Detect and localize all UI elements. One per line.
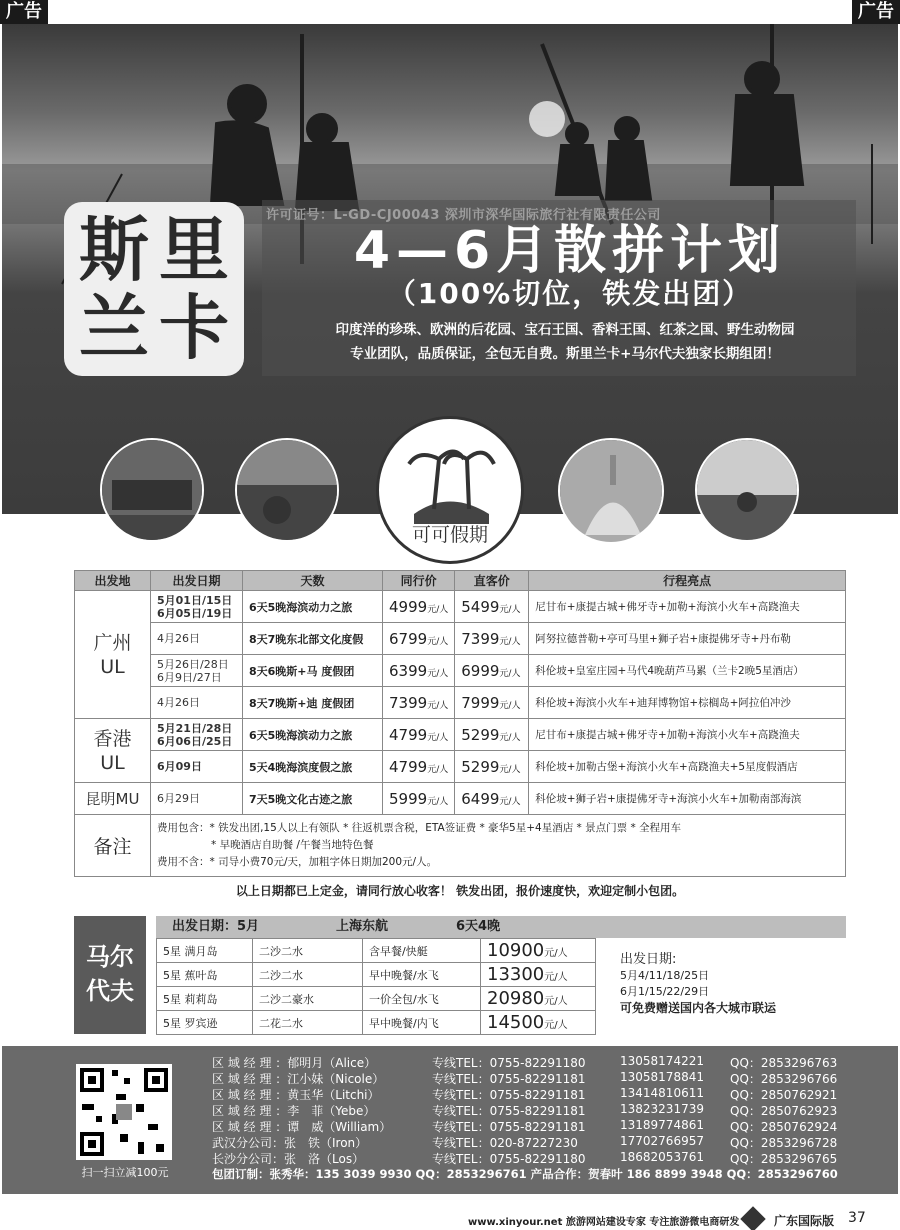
date-cell: 4月26日	[151, 623, 243, 655]
maldives-side-title: 出发日期:	[620, 952, 677, 967]
notes-meals: * 早晚酒店自助餐 /午餐当地特色餐	[211, 839, 374, 851]
date-cell: 5月26日/28日 6月9日/27日	[151, 655, 243, 687]
header-direct-price: 直客价	[455, 571, 529, 591]
notes-row	[75, 815, 846, 877]
date-cell: 6月29日	[151, 783, 243, 815]
destination-title	[64, 202, 244, 376]
table-row	[157, 939, 596, 963]
origin-cell: 广州 UL	[75, 591, 151, 719]
room-cell: 二沙二豪水	[253, 987, 363, 1011]
peer-price-cell: 4799元/人	[383, 719, 455, 751]
table-header	[75, 571, 846, 591]
group-booking-line: 包团订制：张秀华：135 3039 9930 QQ：2853296761 产品合作：贺春叶 186 8899 3948 QQ：2853296760	[212, 1167, 838, 1181]
notes-included: 费用包含：* 铁发出团,15人以上有领队 * 往返机票含税，ETA签证费 * 豪华5星+4星酒店 * 景点门票 * 全程用车	[157, 822, 682, 834]
page-number: 37	[848, 1210, 866, 1226]
meal-cell: 一价全包/水飞	[363, 987, 481, 1011]
maldives-free-connection: 可免费赠送国内各大城市联运	[620, 1001, 777, 1015]
description-line-1: 印度洋的珍珠、欧洲的后花园、宝石王国、香料王国、红茶之国、野生动物园	[335, 322, 795, 338]
publication-logo-icon	[740, 1206, 765, 1230]
room-cell: 二沙二水	[253, 963, 363, 987]
header-days: 天数	[243, 571, 383, 591]
price-cell: 10900元/人	[481, 939, 596, 963]
subheadline: （100%切位，铁发出团）	[387, 277, 753, 310]
table-row	[75, 655, 846, 687]
title-char: 里	[159, 209, 229, 291]
days-cell: 6天5晚海滨动力之旅	[243, 719, 383, 751]
meal-cell: 含早餐/快艇	[363, 939, 481, 963]
table-row	[75, 687, 846, 719]
meal-cell: 早中晚餐/水飞	[363, 963, 481, 987]
days-cell: 7天5晚文化古迹之旅	[243, 783, 383, 815]
room-cell: 二沙二水	[253, 939, 363, 963]
direct-price-cell: 5299元/人	[455, 751, 529, 783]
highlight-cell: 科伦坡+海滨小火车+迪拜博物馆+棕榈岛+阿拉伯冲沙	[529, 687, 846, 719]
website-credit: www.xinyour.net 旅游网站建设专家 专注旅游微电商研发	[468, 1217, 740, 1228]
direct-price-cell: 7999元/人	[455, 687, 529, 719]
peer-price-cell: 6399元/人	[383, 655, 455, 687]
peer-price-cell: 4999元/人	[383, 591, 455, 623]
island-cell: 5星 罗宾逊	[157, 1011, 253, 1035]
headline: 4—6月散拼计划	[353, 221, 787, 281]
table-row	[75, 591, 846, 623]
price-cell: 20980元/人	[481, 987, 596, 1011]
highlight-cell: 科伦坡+加勒古堡+海滨小火车+高跷渔夫+5星度假酒店	[529, 751, 846, 783]
date-cell: 6月09日	[151, 751, 243, 783]
island-cell: 5星 满月岛	[157, 939, 253, 963]
table-row	[75, 751, 846, 783]
direct-price-cell: 5299元/人	[455, 719, 529, 751]
table-row	[75, 783, 846, 815]
description-line-2: 专业团队，品质保证，全包无自费。斯里兰卡+马尔代夫独家长期组团！	[350, 346, 780, 362]
highlight-cell: 科伦坡+皇室庄园+马代4晚葫芦马累（兰卡2晚5星酒店）	[529, 655, 846, 687]
header-peer-price: 同行价	[383, 571, 455, 591]
days-cell: 8天7晚斯+迪 度假团	[243, 687, 383, 719]
island-cell: 5星 蕉叶岛	[157, 963, 253, 987]
maldives-dates-june: 6月1/15/22/29日	[620, 985, 710, 998]
title-char: 卡	[159, 287, 229, 369]
notes-label: 备注	[75, 815, 151, 877]
date-cell: 4月26日	[151, 687, 243, 719]
maldives-header	[156, 916, 846, 938]
room-cell: 二花二水	[253, 1011, 363, 1035]
maldives-duration: 6天4晚	[456, 919, 501, 934]
ad-tag-left: 广告	[0, 0, 48, 24]
qr-code-icon	[76, 1064, 172, 1160]
stupa-photo	[558, 438, 664, 544]
train-photo	[100, 438, 204, 542]
header-highlights: 行程亮点	[529, 571, 846, 591]
ad-tag-right: 广告	[852, 0, 900, 24]
table-row	[157, 963, 596, 987]
booking-notice: 以上日期都已上定金，请同行放心收客！ 铁发出团，报价速度快，欢迎定制小包团。	[235, 884, 685, 898]
peer-price-cell: 4799元/人	[383, 751, 455, 783]
tour-schedule-table	[74, 570, 846, 877]
notes-content	[151, 815, 846, 877]
island-cell: 5星 莉莉岛	[157, 987, 253, 1011]
header-date: 出发日期	[151, 571, 243, 591]
qr-code[interactable]	[76, 1064, 172, 1160]
qr-caption: 扫一扫立减100元	[81, 1166, 169, 1179]
maldives-table	[156, 938, 596, 1035]
table-row	[75, 623, 846, 655]
maldives-dates-may: 5月4/11/18/25日	[620, 969, 710, 982]
table-row	[75, 719, 846, 751]
maldives-departure-info	[620, 952, 776, 1016]
title-char: 兰	[79, 287, 149, 369]
meal-cell: 早中晚餐/内飞	[363, 1011, 481, 1035]
date-cell: 5月21日/28日 6月06日/25日	[151, 719, 243, 751]
peer-price-cell: 6799元/人	[383, 623, 455, 655]
direct-price-cell: 5499元/人	[455, 591, 529, 623]
maldives-departure: 出发日期：5月	[172, 919, 260, 934]
origin-cell: 昆明MU	[75, 783, 151, 815]
direct-price-cell: 6999元/人	[455, 655, 529, 687]
highlight-cell: 尼甘布+康提古城+佛牙寺+加勒+海滨小火车+高跷渔夫	[529, 591, 846, 623]
highlight-cell: 阿努拉德普勒+亭可马里+狮子岩+康提佛牙寺+丹布勒	[529, 623, 846, 655]
days-cell: 8天6晚斯+马 度假团	[243, 655, 383, 687]
header-origin: 出发地	[75, 571, 151, 591]
direct-price-cell: 6499元/人	[455, 783, 529, 815]
price-cell: 14500元/人	[481, 1011, 596, 1035]
title-char: 斯	[79, 209, 149, 291]
origin-cell: 香港 UL	[75, 719, 151, 783]
table-row	[157, 1011, 596, 1035]
notes-excluded: 费用不含：* 司导小费70元/天，加粗字体日期加200元/人。	[157, 856, 438, 868]
tea-plantation-photo	[235, 438, 339, 542]
maldives-airline: 上海东航	[336, 919, 389, 934]
highlight-cell: 尼甘布+康提古城+佛牙寺+加勒+海滨小火车+高跷渔夫	[529, 719, 846, 751]
date-cell: 5月01日/15日 6月05日/19日	[151, 591, 243, 623]
direct-price-cell: 7399元/人	[455, 623, 529, 655]
table-row	[157, 987, 596, 1011]
peer-price-cell: 5999元/人	[383, 783, 455, 815]
page-footer	[0, 1208, 900, 1230]
peer-price-cell: 7399元/人	[383, 687, 455, 719]
price-cell: 13300元/人	[481, 963, 596, 987]
elephants-photo	[695, 438, 799, 542]
maldives-label: 马尔 代夫	[74, 916, 146, 1034]
days-cell: 5天4晚海滨度假之旅	[243, 751, 383, 783]
highlight-cell: 科伦坡+狮子岩+康提佛牙寺+海滨小火车+加勒南部海滨	[529, 783, 846, 815]
edition-name: 广东国际版	[774, 1214, 835, 1228]
days-cell: 8天7晚东北部文化度假	[243, 623, 383, 655]
days-cell: 6天5晚海滨动力之旅	[243, 591, 383, 623]
brand-name: 可可假期	[411, 524, 488, 546]
